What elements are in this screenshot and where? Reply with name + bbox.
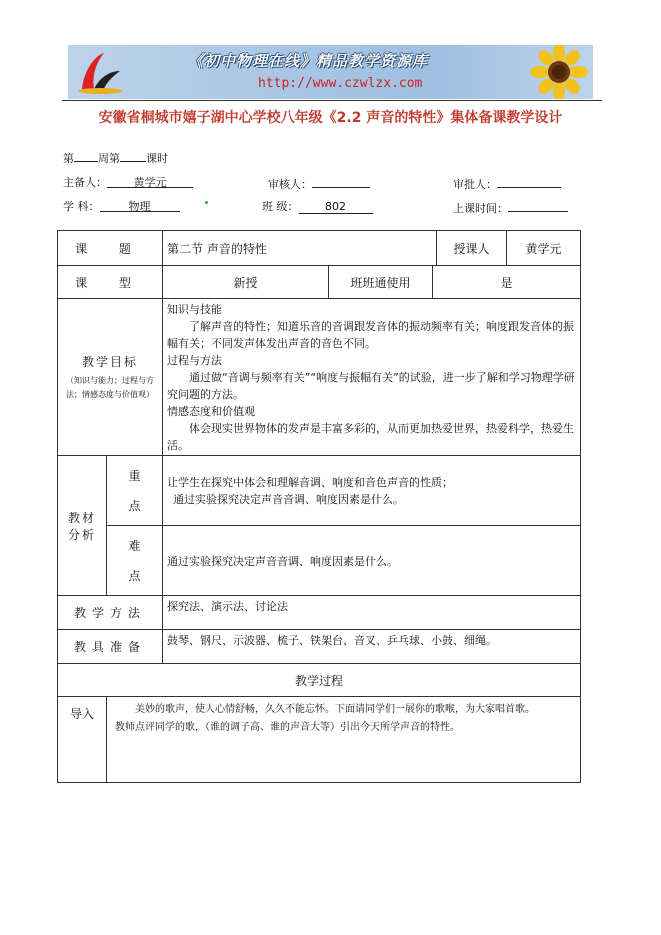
class-use-label: 班班通使用	[329, 266, 433, 299]
banner-title: 《初中物理在线》精品教学资源库	[188, 52, 429, 70]
type-label: 课 型	[58, 266, 163, 299]
goal-text-process: 通过做“音调与频率有关”“响度与振幅有关”的试验，进一步了解和学习物理学研究问题的方法。	[167, 371, 575, 401]
class-value: 802	[299, 200, 373, 214]
subject-field: 学 科： 物理	[63, 198, 180, 214]
type-value: 新授	[163, 266, 329, 299]
topic-row	[58, 231, 581, 266]
week-line: 第 周第 课时	[63, 148, 168, 166]
key-label-2: 点	[128, 498, 141, 513]
diff-label-2: 点	[128, 568, 141, 583]
document-title: 安徽省桐城市嬉子湖中心学校八年级《2.2 声音的特性》集体备课教学设计	[98, 110, 563, 126]
goal-heading-process: 过程与方法	[167, 354, 223, 367]
site-logo-icon	[74, 49, 126, 95]
method-row	[58, 596, 581, 630]
tools-value: 鼓琴、钢尺、示波器、梳子、铁架台、音叉、乒乓球、小鼓、细绳。	[163, 630, 581, 664]
tools-label: 教具准备	[58, 630, 163, 664]
goals-label: 教学目标	[82, 354, 139, 369]
method-label: 教学方法	[58, 596, 163, 630]
key-points-row	[58, 456, 581, 526]
method-value: 探究法、演示法、讨论法	[163, 596, 581, 630]
process-title-row	[58, 664, 581, 697]
diff-label-1: 难	[128, 538, 141, 553]
header-banner	[68, 45, 593, 99]
key-point-1: 让学生在探究中体会和理解音调、响度和音色声音的性质；	[167, 475, 454, 489]
difficult-points-content: 通过实验探究决定声音音调、响度因素是什么。	[163, 526, 581, 596]
type-row	[58, 266, 581, 299]
tools-row	[58, 630, 581, 664]
subject-value: 物理	[100, 198, 180, 212]
goals-row	[58, 299, 581, 456]
goals-content	[163, 299, 581, 456]
lesson-plan-table	[57, 230, 581, 783]
sunflower-icon	[519, 45, 589, 99]
process-title: 教学过程	[58, 664, 581, 697]
teacher-label: 授课人	[437, 231, 507, 266]
goal-heading-attitude: 情感态度和价值观	[167, 405, 256, 418]
difficult-points-row	[58, 526, 581, 596]
key-label-1: 重	[128, 468, 141, 483]
reviewer-field: 审核人：	[268, 174, 370, 192]
key-point-2: 通过实验探究决定声音音调、响度因素是什么。	[173, 492, 405, 506]
class-field: 班 级： 802	[262, 198, 373, 214]
preparer-value: 黄学元	[107, 174, 193, 188]
goal-heading-knowledge: 知识与技能	[167, 303, 223, 316]
marker-dot	[205, 201, 208, 204]
intro-row	[58, 697, 581, 783]
approver-field: 审批人：	[453, 174, 561, 192]
diff-label-cell	[107, 526, 163, 596]
header-divider	[62, 100, 602, 101]
class-time-field: 上课时间：	[453, 198, 568, 216]
goal-text-attitude: 体会现实世界物体的发声是丰富多彩的，从而更加热爱世界，热爱科学，热爱生活。	[167, 422, 575, 452]
intro-label: 导入	[58, 697, 107, 783]
goal-text-knowledge: 了解声音的特性；知道乐音的音调跟发音体的振动频率有关；响度跟发音体的振幅有关；不同发声体发出声音的音色不同。	[167, 320, 575, 350]
topic-value: 第二节 声音的特性	[163, 231, 437, 266]
goals-label-cell	[58, 299, 163, 456]
banner-url: http://www.czwlzx.com	[258, 76, 423, 91]
class-use-value: 是	[433, 266, 581, 299]
preparer-field: 主备人： 黄学元	[63, 174, 193, 190]
teacher-value: 黄学元	[507, 231, 581, 266]
key-label-cell	[107, 456, 163, 526]
topic-label: 课 题	[58, 231, 163, 266]
analysis-label: 教材分析	[58, 456, 107, 596]
key-points-content	[163, 456, 581, 526]
intro-line-2: 教师点评同学的歌，（谁的调子高、谁的声音大等）引出今天所学声音的特性。	[115, 722, 460, 733]
intro-line-1: 美妙的歌声，使人心情舒畅，久久不能忘怀。下面请同学们一展你的歌喉，为大家唱首歌。	[135, 704, 535, 715]
goals-sublabel: （知识与能力；过程与方法；情感态度与价值观）	[66, 375, 154, 399]
intro-content	[107, 697, 581, 783]
